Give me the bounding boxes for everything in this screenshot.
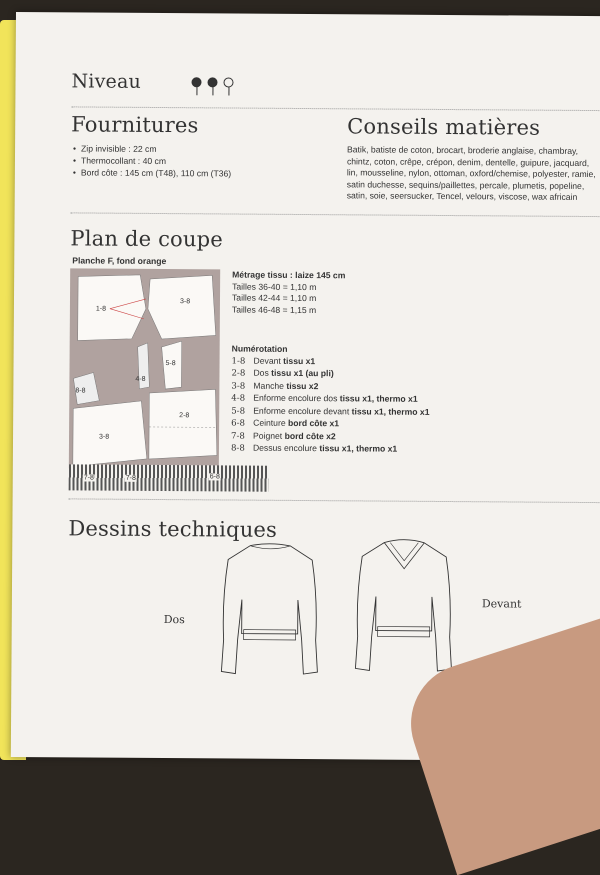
cutting-layout [69,268,220,469]
metrage-row: Tailles 46-48 = 1,15 m [232,304,345,316]
piece-name: Enforme encolure devant [253,405,351,416]
level-indicator [191,77,233,95]
piece-name: Enforme encolure dos [253,393,340,404]
pin-icon [191,77,201,95]
conseils-heading: Conseils matières [347,114,540,139]
strip-label: 6-8 [209,473,221,480]
piece-label: 3-8 [180,298,190,305]
rib-strip [69,464,269,491]
fourniture-item: • Bord côte : 145 cm (T48), 110 cm (T36) [73,166,231,179]
front-label: Devant [482,597,522,610]
piece-number: 3-8 [231,381,253,393]
piece-name: Ceinture [253,418,288,428]
divider [69,498,600,503]
dessins-heading: Dessins techniques [68,516,277,541]
piece-quantity: tissu x1, thermo x1 [352,406,430,417]
pin-icon [223,77,233,95]
divider [71,212,600,217]
planche-label: Planche F, fond orange [72,255,166,266]
piece-number: 8-8 [231,444,253,456]
niveau-heading: Niveau [71,70,141,92]
strip-label: 7-8 [83,474,95,481]
piece-quantity: tissu x1 [283,355,315,365]
back-label: Dos [164,613,185,626]
metrage-row: Tailles 36-40 = 1,10 m [232,281,345,293]
piece-number: 5-8 [231,406,253,418]
piece-number: 7-8 [231,431,253,443]
piece-number: 6-8 [231,419,253,431]
piece-quantity: tissu x2 [286,380,318,390]
divider [71,106,600,111]
numerotation-title: Numérotation [232,344,430,357]
piece-label: 4-8 [135,376,145,383]
back-view-drawing [219,539,320,680]
pin-icon [207,77,217,95]
piece-label: 3-8 [99,434,109,441]
front-view-drawing [353,534,454,675]
fourniture-item: • Zip invisible : 22 cm [73,142,231,155]
piece-name: Manche [253,380,286,390]
fournitures-list [73,142,232,179]
fournitures-heading: Fournitures [71,112,198,137]
cutting-layout-diagram [69,268,220,469]
piece-number: 2-8 [231,369,253,381]
piece-quantity: tissu x1, thermo x1 [340,393,418,404]
metrage-title: Métrage tissu : laize 145 cm [232,270,345,282]
plan-heading: Plan de coupe [70,226,223,251]
piece-quantity: bord côte x2 [285,430,336,440]
piece-number: 4-8 [231,394,253,406]
piece-label: 5-8 [166,360,176,367]
strip-label: 7-8 [125,475,137,482]
piece-number: 1-8 [232,356,254,368]
piece-quantity: tissu x1 (au pli) [271,368,334,378]
fourniture-item: • Thermocollant : 40 cm [73,154,231,167]
piece-label: 1-8 [96,306,106,313]
metrage-row: Tailles 42-44 = 1,10 m [232,293,345,305]
piece-name: Dessus encolure [253,443,319,453]
metrage-block [232,270,346,317]
piece-name: Poignet [253,430,285,440]
piece-label: 8-8 [75,387,85,394]
piece-quantity: tissu x1, thermo x1 [319,443,397,454]
piece-label: 2-8 [179,412,189,419]
conseils-text: Batik, batiste de coton, brocart, broderie anglaise, chambray, chintz, coton, crêpe, crépon, denim, dentelle, guipure, jacquard, lin, mousseline, nylon, ottoman, oxford/chemise, polyester, ramie, satin duchesse, sequins/paillettes, percale, plumetis, popeline, satin, soie, seersucker, Tencel, velours, viscose, wax africain [347,144,597,203]
piece-quantity: bord côte x1 [288,418,339,428]
numerotation-item [231,443,429,457]
piece-name: Devant [254,355,284,365]
piece-name: Dos [253,368,271,378]
numerotation-block [231,344,430,457]
